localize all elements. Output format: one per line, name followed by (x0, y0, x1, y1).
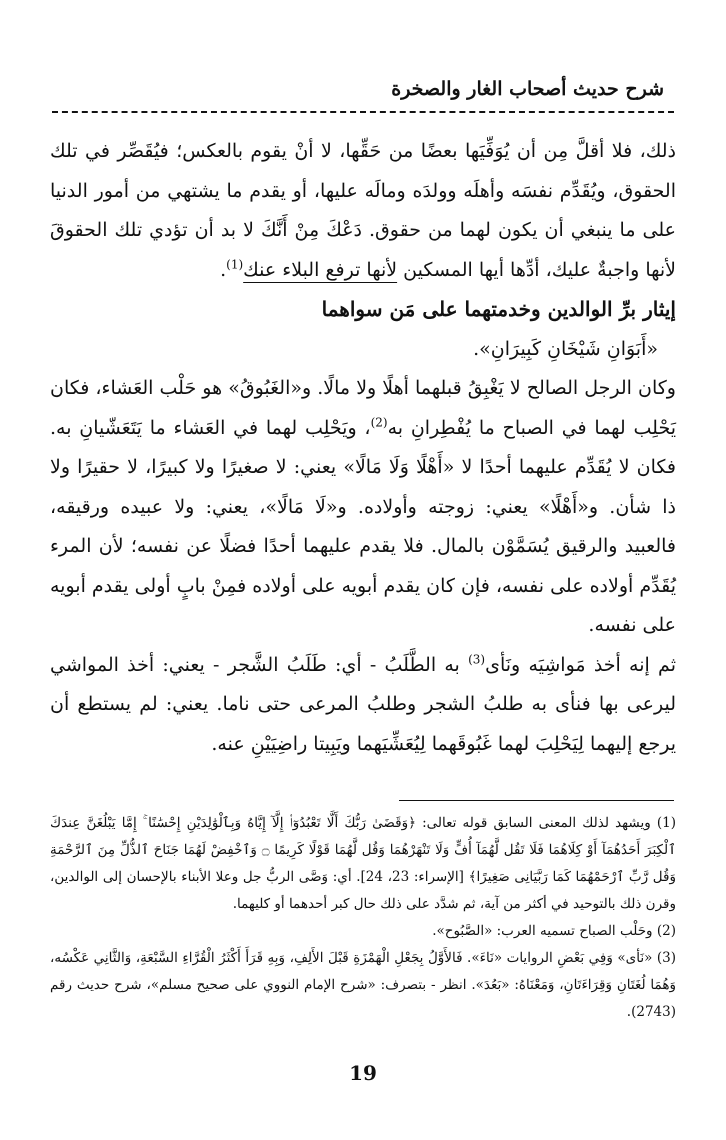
body-text (50, 132, 676, 764)
footnote-3: (3) «نَأى» وَفِي بَعْضِ الروايات «نَاءَ». فَالأَوَّلُ بِجَعْلِ الْهَمْزَةِ قَبْلَ الأَلِفِ، وَبِهِ قَرَأَ أَكْثَرُ الْقُرَّاءِ السَّبْعَةِ، وَالثَّانِي عَكْسُه، وَهُمَا لُغَتَانِ وَقِرَاءَتَانِ، وَمَعْنَاهُ: «بَعُدَ». انظر - بتصرف: «شرح الإمام النووي على صحيح مسلم»، شرح حديث رقم (2743). (50, 950, 676, 1020)
hadith-quote: «أَبَوَانِ شَيْخَانِ كَبِيرَانِ». (473, 337, 658, 360)
paragraph-2-text-b: ، ويَحْلِب لهما في العَشاء ما يَتَعَشّيانِ به. فكان لا يُقَدِّم عليهما أحدًا لا «أَهْلًا وَلَا مَالًا» يعني: لا صغيرًا ولا كبيرًا، لا حقيرًا ولا ذا شأن. و«أَهْلًا» يعني: زوجته وأولاده. و«لَا مَالًا»، يعني: ولا عبيده ورقيقه، فالعبيد والرقيق يُسَمَّوْن بالمال. فلا يقدم عليهما أحدًا فضلًا عن نفسه؛ لأن المرء يُقَدِّم أولاده على نفسه، فإن كان يقدم أبويه على أولاده فمِنْ بابٍ أولى يقدم أبويه على نفسه. (50, 416, 676, 636)
running-head: شرح حديث أصحاب الغار والصخرة (391, 78, 664, 100)
footnote-divider (399, 800, 674, 801)
paragraph-2-text-a: وكان الرجل الصالح لا يَغْبِقُ قبلهما أهلًا ولا مالًا. و«الغَبُوقُ» هو حَلْب العَشاء، فكان يَحْلِب لهما في الصباح ما يُفْطِرانِ به (50, 377, 677, 439)
paragraph-1: ذلك، فلا أقلَّ مِن أن يُوَفِّيَها بعضًا من حَقِّها، لا أنْ يقوم بالعكس؛ فيُقَصِّر في تلك الحقوق، ويُقَدِّم نفسَه وأهلَه وولدَه ومالَه عليها، أو يقدم ما يشتهي من أمور الدنيا على ما ينبغي أن يكون لهما من حقوق. دَعْكَ مِنْ أَنَّكَ لا بد أن تؤدي تلك الحقوقَ لأنها واجبةٌ عليك، أدِّها أيها المسكين لأنها ترفع البلاء عنك$^{(1)}$. (50, 140, 676, 281)
underlined-phrase: لأنها ترفع البلاء عنك (243, 258, 398, 281)
paragraph-3 (50, 646, 676, 765)
paragraph-2 (50, 369, 676, 646)
paragraph-3-text-a: ثم إنه أخذ مَواشِيَه ونَأى (485, 653, 676, 676)
page-number: 19 (349, 1061, 377, 1085)
footnote-marker-3: (3) (468, 652, 486, 667)
footnote-marker-2: (2) (370, 415, 388, 430)
paragraph-3-text-b: به الطَّلَبُ - أي: طَلَبُ الشَّجر - يعني: أخذ المواشي ليرعى بها فنأى به طلبُ الشجر وطلبُ المرعى حتى ناما. يعني: لم يستطع أن يرجع إليهما لِيَحْلِبَ لهما غَبُوقَهما لِيُعَشِّيَهما ويَبِيتا راضِيَيْنِ عنه. (50, 653, 676, 755)
footnote-2: (2) وحَلْب الصباح تسميه العرب: «الصَّبُوح». (432, 923, 676, 939)
section-heading: إيثار برِّ الوالدين وخدمتهما على مَن سواهما (321, 297, 676, 321)
paragraph-1-text: ذلك، فلا أقلَّ مِن أن يُوَفِّيَها بعضًا من حَقِّها، لا أنْ يقوم بالعكس؛ فيُقَصِّر في تلك الحقوق، ويُقَدِّم نفسَه وأهلَه وولدَه ومالَه عليها، أو يقدم ما يشتهي من أمور الدنيا على ما ينبغي أن يكون لهما من حقوق. دَعْكَ مِنْ أَنَّكَ لا بد أن تؤدي تلك الحقوقَ لأنها واجبةٌ عليك، أدِّها أيها المسكين (50, 140, 676, 281)
header-divider (52, 111, 674, 113)
footnote-marker-1: (1) (226, 257, 244, 272)
footnote-1: (1) ويشهد لذلك المعنى السابق قوله تعالى: ﴿وَقَضَىٰ رَبُّكَ أَلَّا تَعْبُدُوٓا۟ إِلَّآ إِيَّاهُ وَبِٱلْوَٰلِدَيْنِ إِحْسَٰنًا ۚ إِمَّا يَبْلُغَنَّ عِندَكَ ٱلْكِبَرَ أَحَدُهُمَآ أَوْ كِلَاهُمَا فَلَا تَقُل لَّهُمَآ أُفٍّ وَلَا تَنْهَرْهُمَا وَقُل لَّهُمَا قَوْلًا كَرِيمًا ۝ وَٱخْفِضْ لَهُمَا جَنَاحَ ٱلذُّلِّ مِنَ ٱلرَّحْمَةِ وَقُل رَّبِّ ٱرْحَمْهُمَا كَمَا رَبَّيَانِى صَغِيرًا﴾ [الإسراء: 23، 24]. أي: وَصَّى الربُّ جل وعلا الأبناء بالإحسان إلى الوالدين، وقرن ذلك بالتوحيد في أكثر من آية، ثم شدَّد على ذلك حال كبر أحدهما أو كليهما. (50, 815, 676, 912)
footnotes (50, 810, 676, 1026)
